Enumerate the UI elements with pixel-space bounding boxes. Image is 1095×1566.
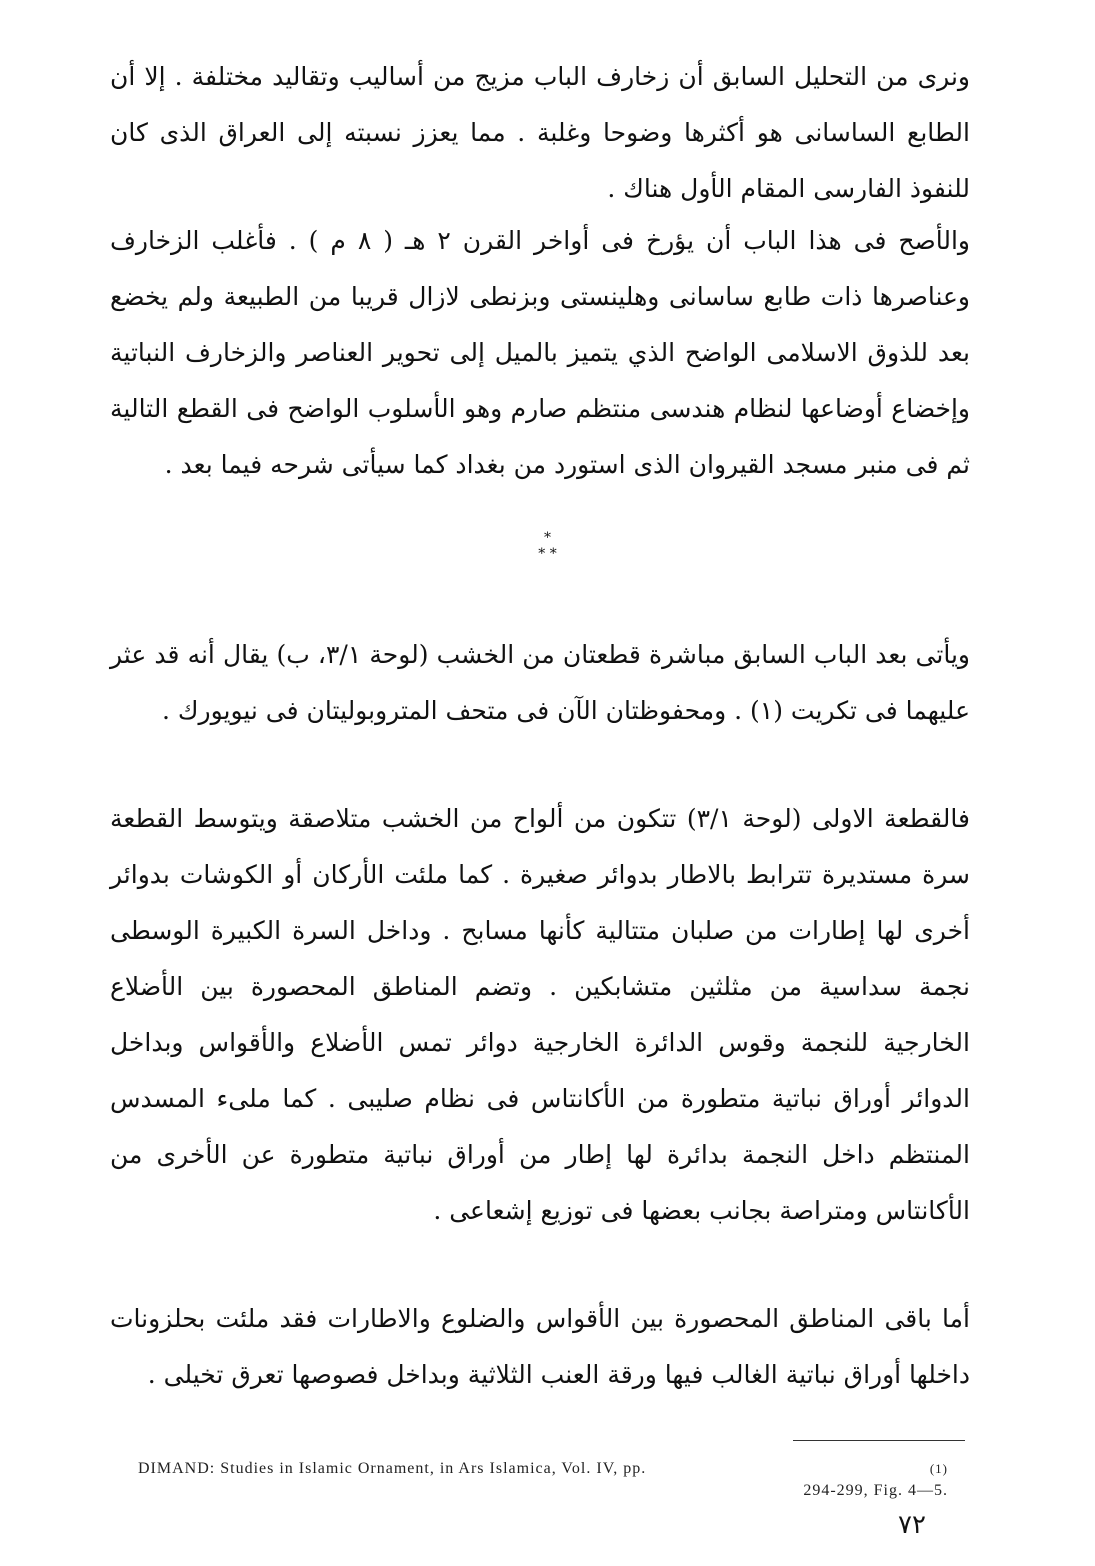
paragraph-analysis-conclusion: ونرى من التحليل السابق أن زخارف الباب مزيج من أساليب وتقاليد مختلفة . إلا أن الطابع الساسانى هو أكثرها وضوحا وغلبة . مما يعزز نسبته إلى العراق الذى كان للنفوذ الفارسى المقام الأول هناك .	[110, 62, 970, 203]
separator-top-star: *	[544, 530, 551, 546]
footnote-citation-line1: DIMAND: Studies in Islamic Ornament, in Ars Islamica, Vol. IV, pp.	[138, 1460, 647, 1477]
separator-bottom-stars: * *	[538, 546, 557, 562]
footnote	[138, 1458, 948, 1502]
footnote-citation-line2: 294-299, Fig. 4—5.	[803, 1482, 948, 1499]
paragraph-dating: والأصح فى هذا الباب أن يؤرخ فى أواخر القرن ٢ هـ ( ٨ م ) . فأغلب الزخارف وعناصرها ذات طابع ساسانى وهلينستى وبزنطى لازال قريبا من الطبيعة ولم يخضع بعد للذوق الاسلامى الواضح الذي يتميز بالميل إلى تحوير العناصر والزخارف النباتية وإخضاع أوضاعها لنظام هندسى منتظم صارم وهو الأسلوب الواضح فى القطع التالية ثم فى منبر مسجد القيروان الذى استورد من بغداد كما سيأتى شرحه فيما بعد .	[110, 226, 970, 479]
footnote-divider	[793, 1440, 965, 1441]
paragraph-remaining-areas: أما باقى المناطق المحصورة بين الأقواس والضلوع والاطارات فقد ملئت بحلزونات داخلها أوراق نباتية الغالب فيها ورقة العنب الثلاثية وبداخل فصوصها تعرق تخيلى .	[110, 1304, 970, 1389]
section-separator	[0, 530, 1095, 562]
footnote-marker: (1)	[929, 1461, 948, 1476]
paragraph-first-piece-description: فالقطعة الاولى (لوحة ٣/١) تتكون من ألواح من الخشب متلاصقة ويتوسط القطعة سرة مستديرة تترابط بالاطار بدوائر صغيرة . كما ملئت الأركان أو الكوشات بدوائر أخرى لها إطارات من صلبان متتالية كأنها مسابح . وداخل السرة الكبيرة الوسطى نجمة سداسية من مثلثين متشابكين . وتضم المناطق المحصورة بين الأضلاع الخارجية للنجمة وقوس الدائرة الخارجية دوائر تمس الأضلاع والأقواس وبداخل الدوائر أوراق نباتية متطورة من الأكانتاس فى نظام صليبى . كما ملىء المسدس المنتظم داخل النجمة بدائرة لها إطار من أوراق نباتية متطورة عن الأخرى من الأكانتاس ومتراصة بجانب بعضها فى توزيع إشعاعى .	[110, 804, 970, 1225]
paragraph-two-wood-pieces: ويأتى بعد الباب السابق مباشرة قطعتان من الخشب (لوحة ٣/١، ب) يقال أنه قد عثر عليهما فى تكريت (١) . ومحفوظتان الآن فى متحف المتروبوليتان فى نيويورك .	[110, 640, 970, 725]
page-number: ٧٢	[898, 1510, 926, 1540]
